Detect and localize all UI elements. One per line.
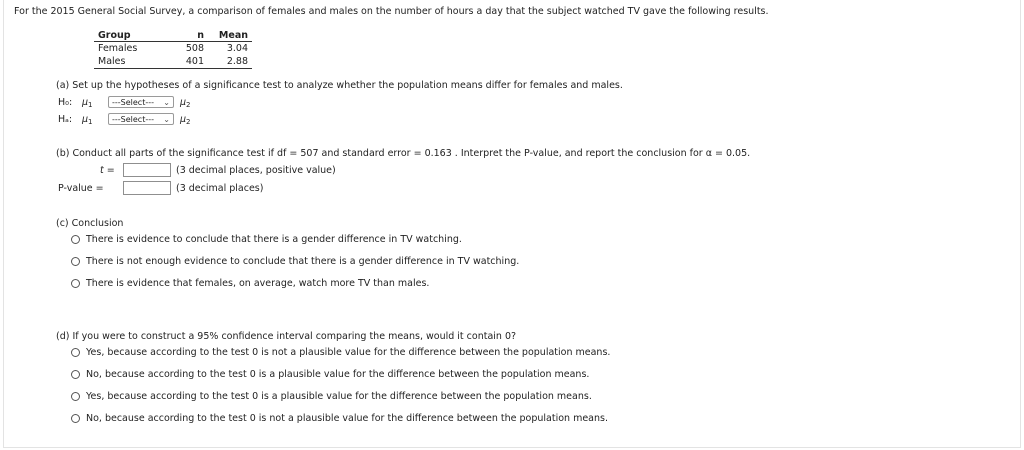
ci-radio[interactable] <box>71 370 80 379</box>
header-mean: Mean <box>208 29 252 42</box>
h0-label: H₀: <box>58 97 73 108</box>
table-row <box>94 42 252 56</box>
part-d-prompt: (d) If you were to construct a 95% confidence interval comparing the means, would it contain 0? <box>56 331 517 342</box>
header-n: n <box>162 29 208 42</box>
intro-text: For the 2015 General Social Survey, a comparison of females and males on the number of hours a day that the subject watched TV gave the following results. <box>14 6 769 17</box>
cell-n: 401 <box>162 55 208 69</box>
data-table <box>94 29 252 69</box>
p-value-input[interactable] <box>123 181 171 195</box>
ci-option[interactable]: No, because according to the test 0 is not a plausible value for the difference between the population means. <box>86 413 608 424</box>
p-value-hint: (3 decimal places) <box>176 183 264 194</box>
table-row <box>94 55 252 69</box>
t-hint: (3 decimal places, positive value) <box>176 165 336 176</box>
conclusion-option[interactable]: There is not enough evidence to conclude that there is a gender difference in TV watching. <box>86 256 520 267</box>
cell-mean: 3.04 <box>226 43 248 54</box>
h0-mu2: $\mu_2$ <box>180 97 191 109</box>
t-input[interactable] <box>123 163 171 177</box>
chevron-down-icon: ⌄ <box>163 115 170 124</box>
cell-mean: 2.88 <box>208 55 252 69</box>
t-label: t = <box>100 165 115 176</box>
cell-n: 508 <box>185 43 204 54</box>
conclusion-radio[interactable] <box>71 279 80 288</box>
ha-label: Hₐ: <box>58 114 73 125</box>
conclusion-option[interactable]: There is evidence to conclude that there is a gender difference in TV watching. <box>86 234 462 245</box>
chevron-down-icon: ⌄ <box>163 98 170 107</box>
ha-mu1: $\mu_1$ <box>82 114 93 126</box>
cell-group: Males <box>94 55 162 69</box>
h0-mu1: $\mu_1$ <box>82 97 93 109</box>
conclusion-option[interactable]: There is evidence that females, on average, watch more TV than males. <box>86 278 430 289</box>
conclusion-radio[interactable] <box>71 257 80 266</box>
ci-radio[interactable] <box>71 348 80 357</box>
p-value-label: P-value = <box>58 183 104 194</box>
part-b-prompt: (b) Conduct all parts of the significance test if df = 507 and standard error = 0.163 . Interpret the P-value, and report the conclusion for α = 0.05. <box>56 148 751 159</box>
table-header-row <box>94 29 252 42</box>
header-group: Group <box>94 29 162 42</box>
ha-relation-select[interactable]: ---Select--- ⌄ <box>108 113 174 125</box>
ci-option[interactable]: Yes, because according to the test 0 is not a plausible value for the difference between the population means. <box>86 347 611 358</box>
ci-option[interactable]: Yes, because according to the test 0 is a plausible value for the difference between the population means. <box>86 391 592 402</box>
part-a-prompt: (a) Set up the hypotheses of a significance test to analyze whether the population means differ for females and males. <box>56 80 623 91</box>
ci-radio[interactable] <box>71 392 80 401</box>
cell-group: Females <box>98 43 138 54</box>
ha-mu2: $\mu_2$ <box>180 114 191 126</box>
ci-radio[interactable] <box>71 414 80 423</box>
part-c-prompt: (c) Conclusion <box>56 218 124 229</box>
h0-relation-select[interactable]: ---Select--- ⌄ <box>108 96 174 108</box>
ci-option[interactable]: No, because according to the test 0 is a plausible value for the difference between the population means. <box>86 369 590 380</box>
conclusion-radio[interactable] <box>71 235 80 244</box>
